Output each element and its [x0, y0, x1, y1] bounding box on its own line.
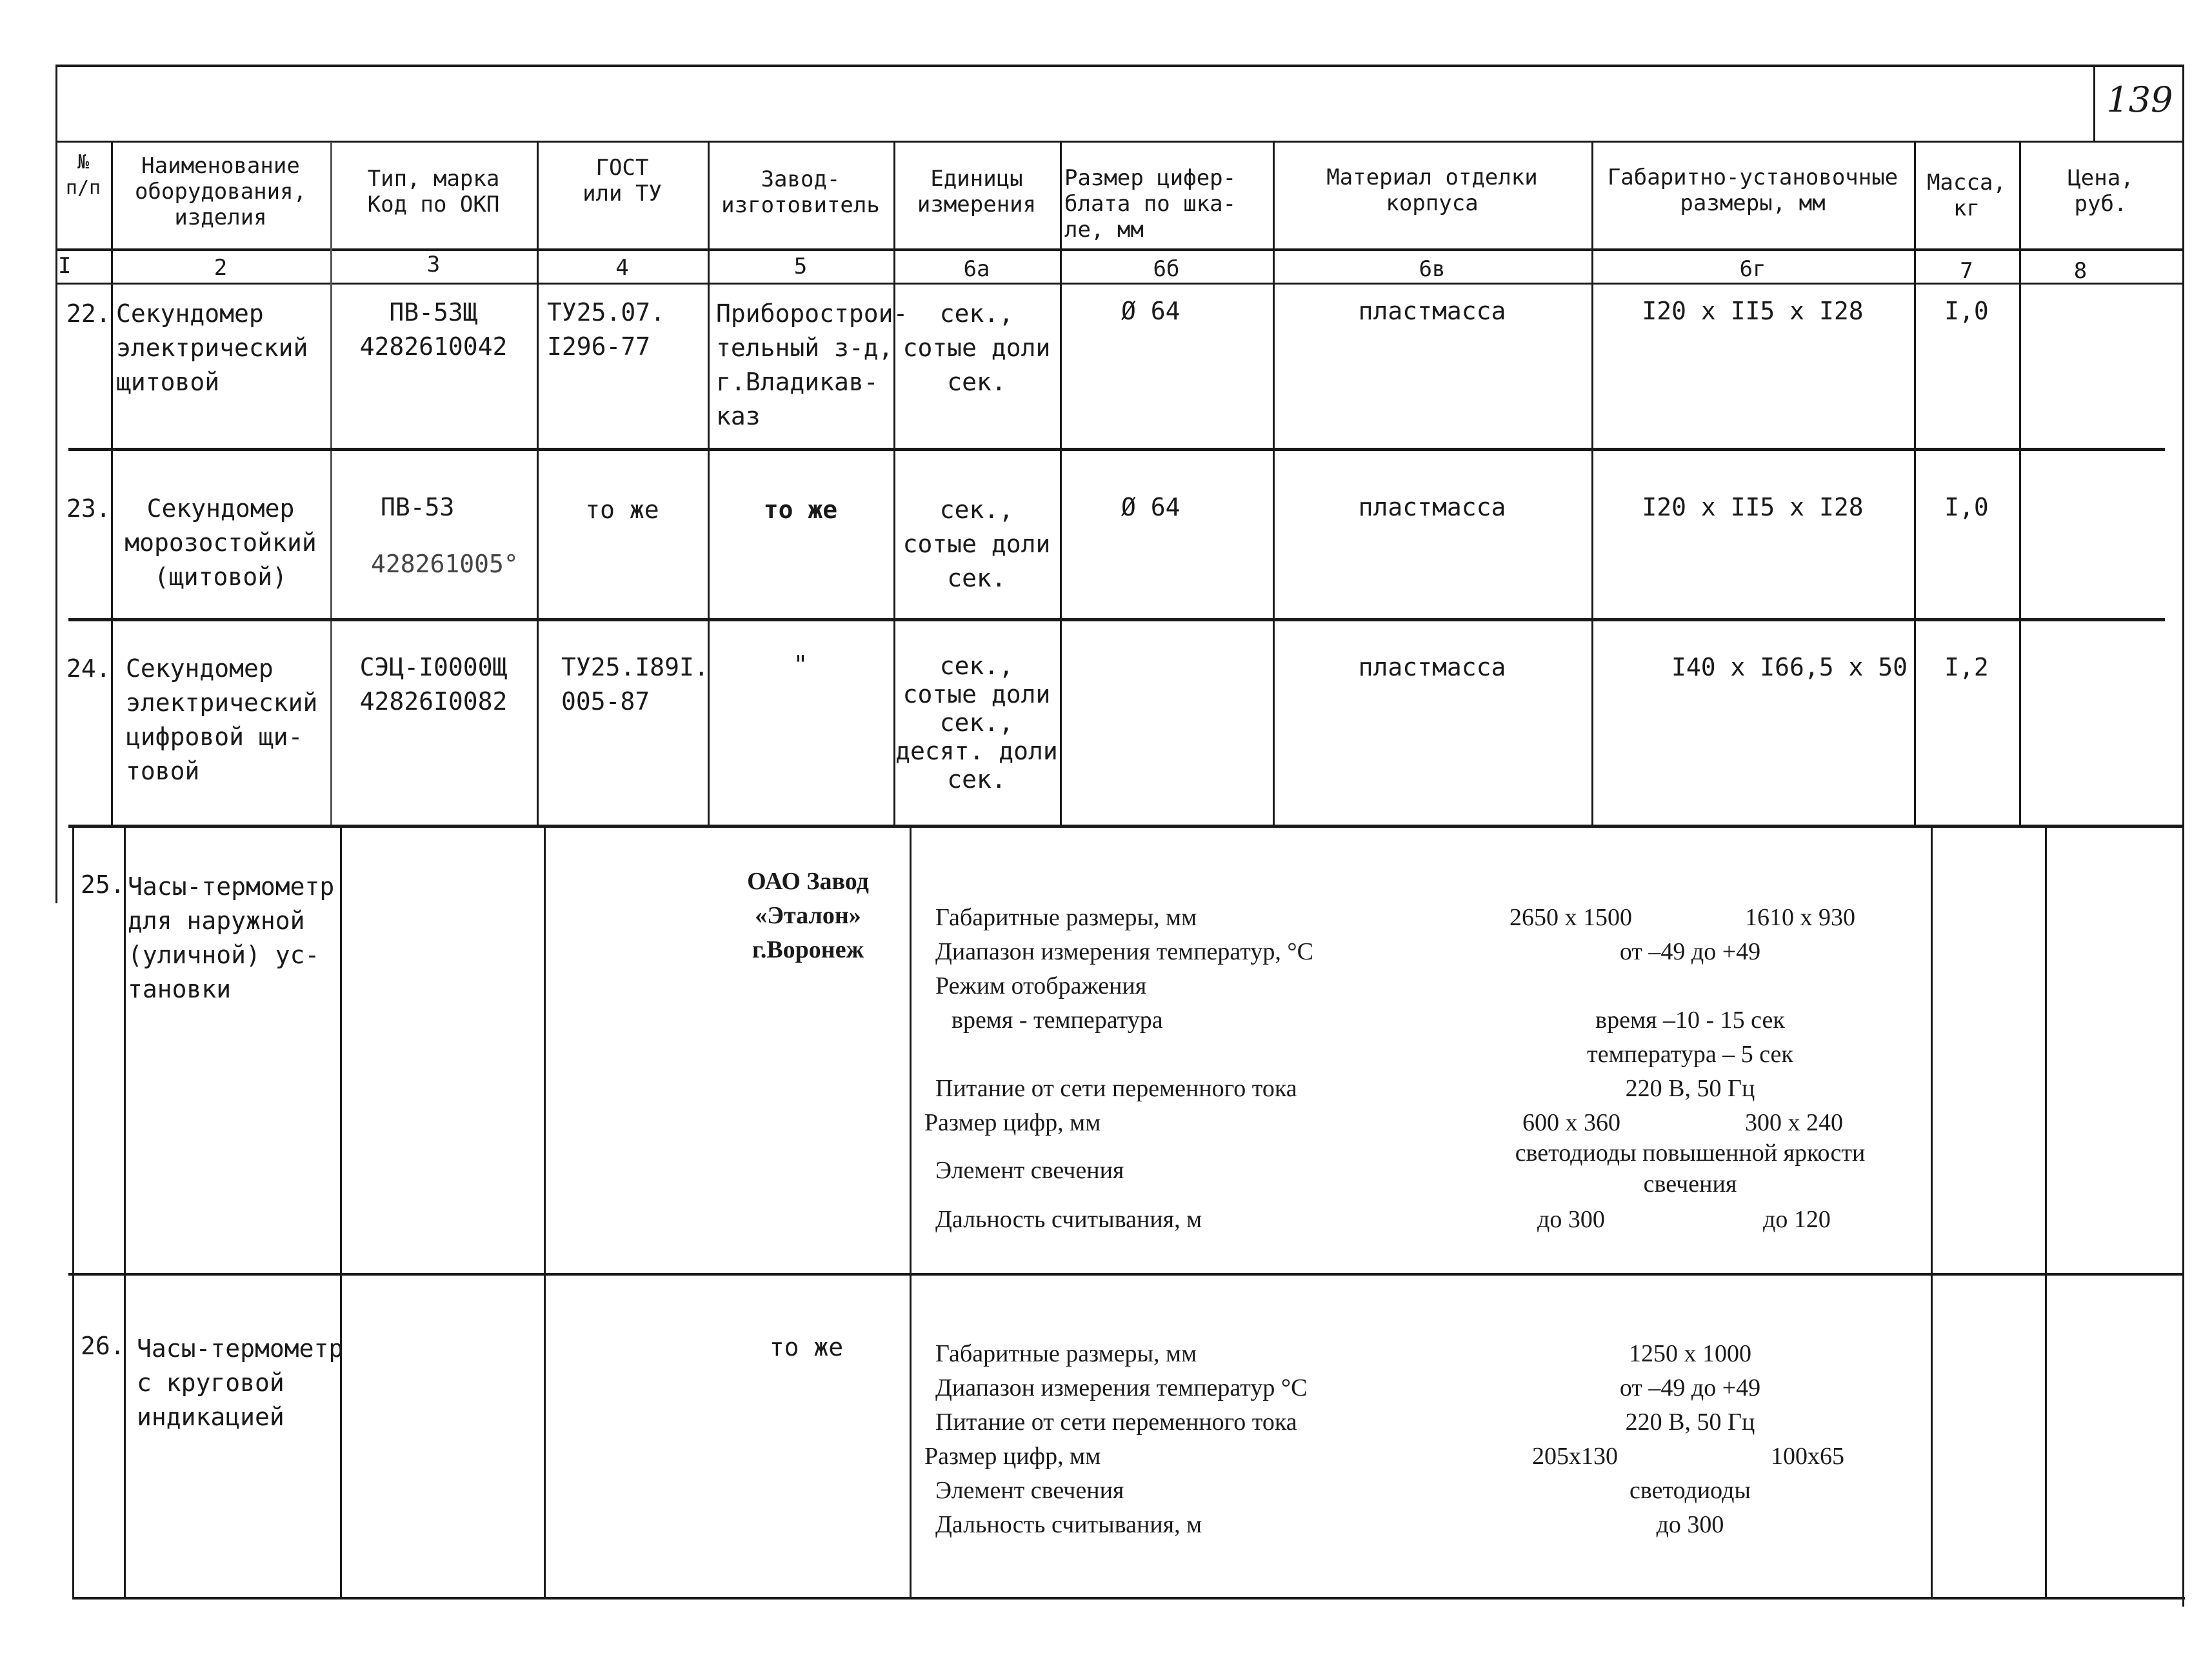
- row-26-name: Часы-термометр с круговой индикацией: [137, 1334, 344, 1431]
- row-26-spec-1-value: 1250 x 1000: [1629, 1340, 1751, 1367]
- row-25-spec-8-value: светодиоды повышенной яркости свечения: [1515, 1139, 1866, 1198]
- row-22-dims: I20 x II5 x I28: [1642, 297, 1864, 325]
- row-26-spec-3-value: 220 В, 50 Гц: [1625, 1409, 1755, 1436]
- col-line-1: [111, 142, 113, 826]
- row-22-type: ПВ-53Щ 4282610042: [359, 298, 508, 361]
- colnum-7: 7: [1960, 258, 1973, 284]
- col-line-6: [1060, 142, 1062, 826]
- colnum-6v: 6в: [1419, 256, 1446, 282]
- row-23-code: 428261005°: [371, 550, 519, 578]
- frame-top-line: [55, 65, 2184, 67]
- row-25-spec-6-label: Питание от сети переменного тока: [935, 1075, 1297, 1102]
- lower-col-line-3: [544, 826, 546, 1598]
- row-25-spec-4-label: время - температура: [952, 1007, 1163, 1034]
- row-26-spec-5-label: Элемент свечения: [935, 1477, 1124, 1504]
- row-25-name: Часы-термометр для наружной (уличной) ус- тановки: [128, 872, 335, 1003]
- row-26-spec-5-value: светодиоды: [1629, 1477, 1751, 1504]
- row-22-bottom-line: [68, 448, 2165, 451]
- row-23-dims: I20 x II5 x I28: [1642, 493, 1864, 521]
- row-26-num: 26.: [81, 1332, 125, 1360]
- row-26-spec-3-label: Питание от сети переменного тока: [935, 1409, 1297, 1436]
- row-23-mass: I,0: [1944, 493, 1989, 521]
- row-26-spec-4-value-b: 100x65: [1771, 1443, 1844, 1470]
- row-26-spec-4-label: Размер цифр, мм: [924, 1443, 1101, 1470]
- lower-left-line: [72, 826, 74, 1598]
- col-line-7: [1273, 142, 1275, 826]
- row-23-name: Секундомер морозостойкий (щитовой): [125, 494, 317, 591]
- row-23-dial: Ø 64: [1121, 493, 1181, 521]
- row-24-units: сек., сотые доли сек., десят. доли сек.: [895, 652, 1058, 794]
- row-23-units: сек., сотые доли сек.: [902, 496, 1051, 592]
- row-22-gost: ТУ25.07. I296-77: [547, 298, 666, 361]
- colnum-5: 5: [793, 254, 808, 279]
- row-22-maker: Приборострои- тельный з-д, г.Владикав- каз: [716, 299, 908, 430]
- row-24-mass: I,2: [1944, 653, 1989, 681]
- header-dims: Габаритно-установочные размеры, мм: [1607, 165, 1898, 216]
- row-25-spec-4-value: время –10 - 15 сек: [1595, 1007, 1785, 1034]
- colnum-2: 2: [214, 255, 228, 281]
- row-24-maker: ": [793, 650, 808, 679]
- row-22-dial: Ø 64: [1121, 297, 1181, 325]
- row-25-spec-2-label: Диапазон измерения температур, °С: [935, 938, 1313, 965]
- row-24-dims: I40 x I66,5 x 50: [1671, 653, 1908, 681]
- row-25-spec-7-label: Размер цифр, мм: [924, 1109, 1101, 1136]
- row-25-spec-7-value-b: 300 x 240: [1745, 1109, 1843, 1136]
- lower-col-line-6: [2045, 826, 2047, 1598]
- colnum-4: 4: [615, 255, 629, 281]
- row-24-material: пластмасса: [1358, 653, 1506, 681]
- col-line-4: [708, 142, 710, 826]
- row-25-spec-9-label: Дальность считывания, м: [935, 1206, 1202, 1233]
- row-25-spec-9-value-b: до 120: [1763, 1206, 1831, 1233]
- colnum-6b: 6б: [1153, 256, 1180, 282]
- row-23-bottom-line: [68, 618, 2165, 621]
- col-line-10: [2019, 142, 2021, 826]
- row-26-spec-6-label: Дальность считывания, м: [935, 1511, 1202, 1538]
- row-25-spec-5-value: температура – 5 сек: [1587, 1041, 1793, 1068]
- row-26-bottom-line: [72, 1597, 2185, 1600]
- row-24-type: СЭЦ-I0000Щ 42826I0082: [359, 653, 508, 716]
- column-numbers-line: [55, 283, 2184, 285]
- row-22-name: Секундомер электрический щитовой: [116, 299, 308, 396]
- row-25-maker: ОАО Завод «Эталон» г.Воронеж: [747, 868, 869, 963]
- lower-col-line-5: [1931, 826, 1933, 1598]
- header-mass: Масса, кг: [1927, 170, 2006, 221]
- row-23-gost: то же: [585, 496, 659, 524]
- row-26-maker: то же: [769, 1333, 844, 1361]
- row-25-spec-1-value-b: 1610 x 930: [1745, 904, 1855, 931]
- row-25-num: 25.: [81, 870, 125, 899]
- header-bottom-line: [55, 248, 2184, 251]
- row-26-spec-1-label: Габаритные размеры, мм: [935, 1340, 1197, 1367]
- header-dial: Размер цифер- блата по шка- ле, мм: [1064, 165, 1237, 243]
- frame-right-line: [2182, 65, 2184, 1607]
- header-type: Тип, марка Код по ОКП: [367, 166, 500, 217]
- row-24-bottom-line: [68, 825, 2184, 828]
- row-25-spec-2-value: от –49 до +49: [1619, 938, 1761, 965]
- row-26-spec-6-value: до 300: [1656, 1511, 1724, 1538]
- lower-col-line-2: [340, 826, 342, 1598]
- header-top-line: [55, 141, 2184, 143]
- row-26-spec-4-value-a: 205x130: [1532, 1443, 1618, 1470]
- header-units: Единицы измерения: [917, 166, 1037, 217]
- row-25-spec-6-value: 220 В, 50 Гц: [1625, 1075, 1755, 1102]
- row-25-spec-8-label: Элемент свечения: [935, 1157, 1124, 1184]
- row-24-name: Секундомер электрический цифровой щи- товой: [126, 654, 318, 785]
- col-line-9: [1914, 142, 1916, 826]
- row-23-num: 23.: [66, 494, 111, 523]
- header-material: Материал отделки корпуса: [1326, 165, 1538, 216]
- row-23-type: ПВ-53: [381, 493, 455, 521]
- row-25-spec-1-value-a: 2650 x 1500: [1510, 904, 1632, 931]
- colnum-3: 3: [426, 252, 441, 277]
- row-23-maker: то же: [763, 496, 838, 524]
- row-25-spec-1-label: Габаритные размеры, мм: [935, 904, 1197, 931]
- colnum-6a: 6а: [963, 256, 990, 282]
- page-number-box-left: [2093, 65, 2095, 142]
- colnum-1: I: [58, 253, 72, 279]
- row-25-spec-7-value-a: 600 x 360: [1522, 1109, 1620, 1136]
- header-maker: Завод- изготовитель: [721, 166, 880, 218]
- row-22-material: пластмасса: [1358, 297, 1506, 325]
- row-23-material: пластмасса: [1358, 493, 1506, 521]
- row-26-spec-2-value: от –49 до +49: [1619, 1374, 1761, 1401]
- row-26-spec-2-label: Диапазон измерения температур °С: [935, 1374, 1308, 1401]
- header-price: Цена, руб.: [2068, 165, 2134, 217]
- row-24-gost: ТУ25.I89I. 005-87: [561, 653, 709, 716]
- row-24-num: 24.: [66, 654, 111, 683]
- page-number: 139: [2106, 79, 2173, 120]
- row-25-bottom-line: [68, 1273, 2184, 1276]
- header-gost: ГОСТ или ТУ: [583, 155, 662, 206]
- row-25-spec-9-value-a: до 300: [1537, 1206, 1605, 1233]
- row-22-mass: I,0: [1944, 297, 1989, 325]
- colnum-6g: 6г: [1739, 256, 1766, 282]
- col-line-8: [1591, 142, 1593, 826]
- header-num: № п/п: [65, 151, 101, 199]
- col-line-2: [330, 142, 332, 826]
- col-line-3: [537, 142, 539, 826]
- header-name: Наименование оборудования, изделия: [134, 153, 307, 230]
- row-22-num: 22.: [66, 299, 111, 328]
- colnum-8: 8: [2073, 258, 2087, 284]
- row-25-spec-3-label: Режим отображения: [935, 972, 1147, 999]
- row-22-units: сек., сотые доли сек.: [902, 299, 1051, 396]
- lower-col-line-1: [124, 826, 126, 1598]
